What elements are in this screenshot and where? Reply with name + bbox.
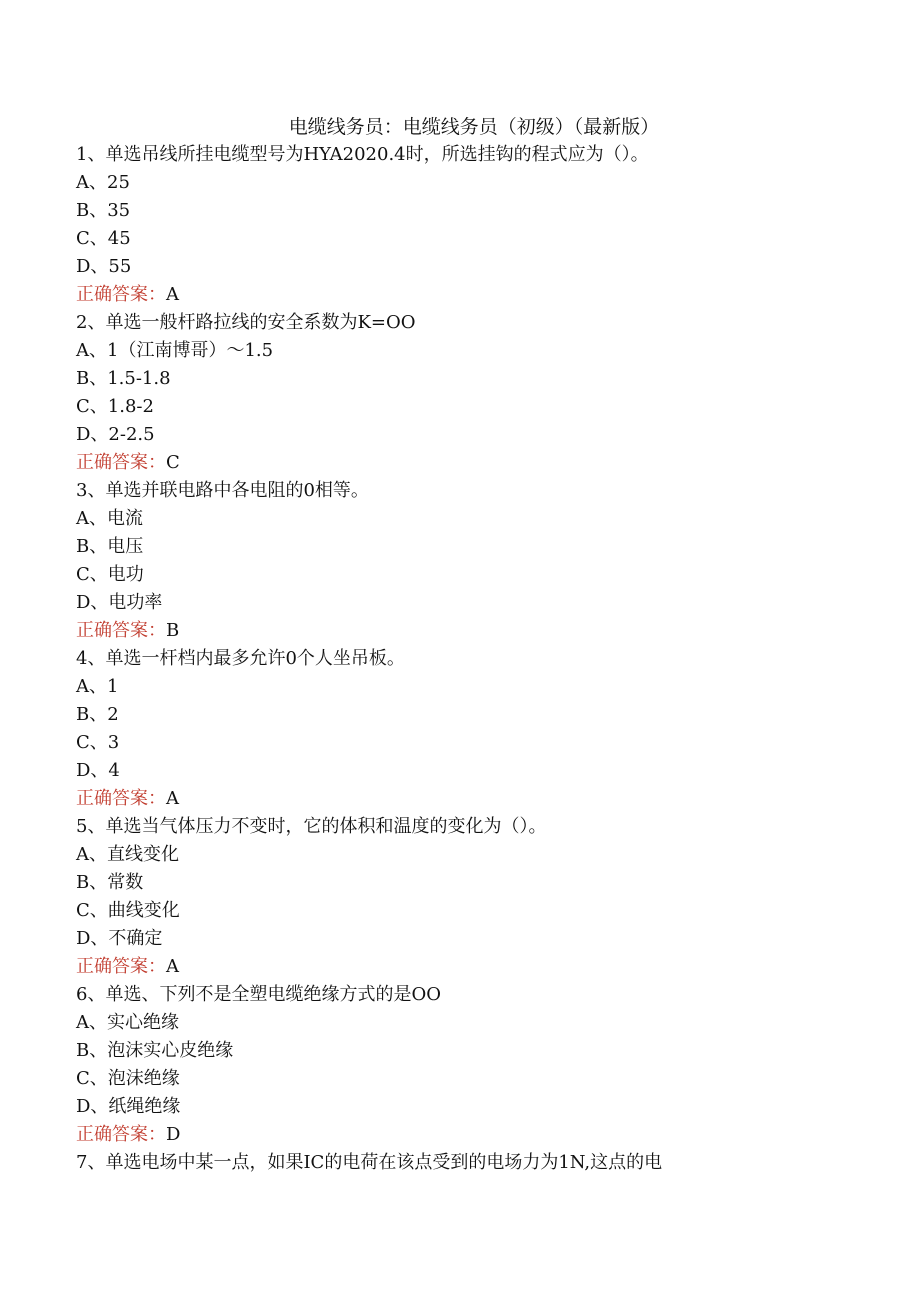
question-list — [76, 141, 876, 1177]
document-page — [76, 113, 876, 1177]
correct-answer-value: C — [166, 452, 180, 473]
correct-answer-value: B — [166, 620, 180, 641]
document-title: 电缆线务员：电缆线务员（初级）（最新版） — [288, 116, 660, 138]
question-block — [76, 645, 876, 813]
correct-answer-label: 正确答案： — [76, 788, 166, 809]
question-stem: 1、单选吊线所挂电缆型号为HYA2020.4时，所选挂钩的程式应为（）。 — [76, 144, 649, 165]
question-stem: 4、单选一杆档内最多允许0个人坐吊板。 — [76, 648, 405, 669]
question-block — [76, 309, 876, 477]
answer-option: A、直线变化 — [76, 844, 179, 865]
correct-answer — [76, 617, 876, 645]
answer-option: C、1.8-2 — [76, 396, 154, 417]
answer-option: C、电功 — [76, 564, 144, 585]
correct-answer — [76, 1121, 876, 1149]
answer-option: C、3 — [76, 732, 120, 753]
correct-answer-label: 正确答案： — [76, 1124, 166, 1145]
answer-option: A、25 — [76, 172, 130, 193]
answer-option: B、1.5-1.8 — [76, 368, 171, 389]
answer-option: A、电流 — [76, 508, 143, 529]
answer-option: B、泡沫实心皮绝缘 — [76, 1040, 234, 1061]
answer-option: D、2-2.5 — [76, 424, 155, 445]
question-block — [76, 141, 876, 309]
correct-answer-value: A — [166, 788, 179, 809]
correct-answer-value: A — [166, 284, 179, 305]
correct-answer — [76, 281, 876, 309]
question-stem: 3、单选并联电路中各电阻的0相等。 — [76, 480, 369, 501]
answer-option: A、1（江南博哥）～1.5 — [76, 340, 274, 361]
answer-option: B、常数 — [76, 872, 144, 893]
answer-option: B、2 — [76, 704, 119, 725]
question-stem: 5、单选当气体压力不变时，它的体积和温度的变化为（）。 — [76, 816, 547, 837]
answer-option: A、实心绝缘 — [76, 1012, 179, 1033]
answer-option: C、泡沫绝缘 — [76, 1068, 180, 1089]
answer-option: D、电功率 — [76, 592, 163, 613]
answer-option: C、曲线变化 — [76, 900, 180, 921]
answer-option: B、电压 — [76, 536, 144, 557]
question-block — [76, 981, 876, 1149]
answer-option: D、55 — [76, 256, 132, 277]
correct-answer — [76, 449, 876, 477]
answer-option: D、纸绳绝缘 — [76, 1096, 181, 1117]
correct-answer-value: D — [166, 1124, 181, 1145]
correct-answer-value: A — [166, 956, 179, 977]
answer-option: A、1 — [76, 676, 119, 697]
question-stem: 7、单选电场中某一点，如果IC的电荷在该点受到的电场力为1N,这点的电 — [76, 1152, 663, 1173]
answer-option: D、4 — [76, 760, 120, 781]
question-block — [76, 813, 876, 981]
question-block — [76, 1149, 876, 1177]
answer-option: D、不确定 — [76, 928, 163, 949]
question-block — [76, 477, 876, 645]
correct-answer-label: 正确答案： — [76, 956, 166, 977]
correct-answer-label: 正确答案： — [76, 620, 166, 641]
question-stem: 6、单选、下列不是全塑电缆绝缘方式的是OO — [76, 984, 441, 1005]
correct-answer — [76, 953, 876, 981]
answer-option: C、45 — [76, 228, 131, 249]
correct-answer-label: 正确答案： — [76, 284, 166, 305]
question-stem: 2、单选一般杆路拉线的安全系数为K=OO — [76, 312, 416, 333]
correct-answer — [76, 785, 876, 813]
correct-answer-label: 正确答案： — [76, 452, 166, 473]
answer-option: B、35 — [76, 200, 131, 221]
